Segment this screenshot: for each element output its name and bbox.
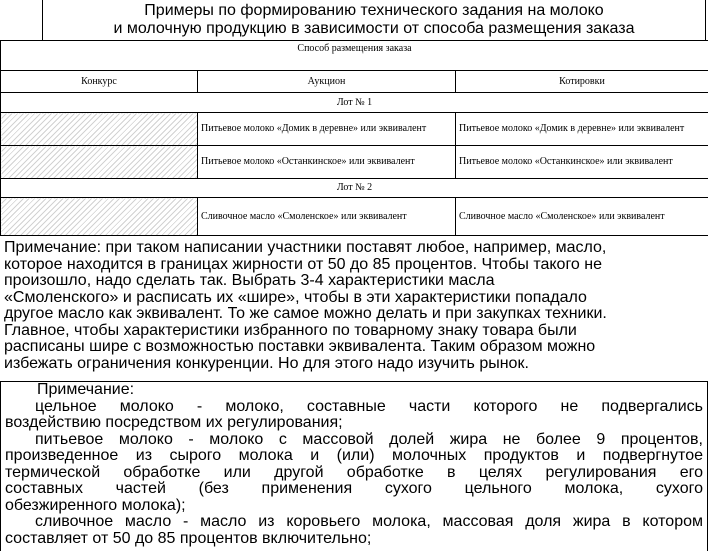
lot-1-row-2-quotes: Питьевое молоко «Останкинское» или эквивалент	[456, 146, 708, 179]
note-1-line: «Смоленского» и расписать их «шире», чтобы в эти характеристики попадало	[4, 290, 704, 307]
lot-2-row-1-contest-cell	[1, 198, 198, 236]
note-2-definitions	[0, 381, 708, 551]
lot-1-row-2-contest-cell	[1, 146, 198, 179]
definition-line: воздействию посредством их регулирования;	[5, 415, 703, 432]
note-1	[4, 240, 704, 372]
lot-2-row-1-quotes: Сливочное масло «Смоленское» или эквивалент	[456, 198, 708, 236]
method-quotes: Котировки	[456, 71, 708, 93]
note-1-line: избежать ограничения конкуренции. Но для этого надо изучить рынок.	[4, 356, 704, 373]
definition-line: составляет от 50 до 85 процентов включительно;	[5, 531, 703, 548]
note-2-heading: Примечание:	[5, 382, 703, 399]
note-1-line: Главное, чтобы характеристики избранного по товарному знаку товара были	[4, 323, 704, 340]
method-auction: Аукцион	[198, 71, 456, 93]
definition-line: цельное молоко - молоко, составные части которого не подвергались	[5, 399, 703, 416]
document-title	[42, 0, 706, 40]
note-1-line: расписаны шире с возможностью поставки эквивалента. Таким образом можно	[4, 339, 704, 356]
lot-2-row-1-auction: Сливочное масло «Смоленское» или эквивалент	[198, 198, 456, 236]
definition-line: сливочное масло - масло из коровьего молока, массовая доля жира в котором	[5, 514, 703, 531]
title-line-2: и молочную продукцию в зависимости от способа размещения заказа	[43, 20, 705, 38]
definition-line: термической обработке или другой обработке в целях регулирования его	[5, 465, 703, 482]
note-1-line: которое находится в границах жирности от 50 до 85 процентов. Чтобы такого не	[4, 257, 704, 274]
lot-1-row-1-auction: Питьевое молоко «Домик в деревне» или эквивалент	[198, 113, 456, 146]
definition-line: питьевое молоко - молоко с массовой долей жира не более 9 процентов,	[5, 432, 703, 449]
lot-1-label: Лот № 1	[1, 93, 708, 113]
lot-1-row-1-contest-cell	[1, 113, 198, 146]
table-header: Способ размещения заказа	[1, 41, 708, 71]
definition-line: составных частей (без применения сухого цельного молока, сухого	[5, 481, 703, 498]
note-1-line: произошло, надо сделать так. Выбрать 3-4 характеристики масла	[4, 273, 704, 290]
lot-1-row-2-auction: Питьевое молоко «Останкинское» или эквивалент	[198, 146, 456, 179]
lot-1-row-1-quotes: Питьевое молоко «Домик в деревне» или эквивалент	[456, 113, 708, 146]
lot-2-label: Лот № 2	[1, 179, 708, 198]
method-contest: Конкурс	[1, 71, 198, 93]
note-1-line: Примечание: при таком написании участники поставят любое, например, масло,	[4, 240, 704, 257]
note-1-line: другое масло как эквивалент. То же самое можно делать и при закупках техники.	[4, 306, 704, 323]
title-line-1: Примеры по формированию технического задания на молоко	[43, 2, 705, 20]
definition-line: произведенное из сырого молока и (или) молочных продуктов и подвергнутое	[5, 448, 703, 465]
order-methods-table	[0, 40, 708, 236]
definition-line: обезжиренного молока);	[5, 498, 703, 515]
